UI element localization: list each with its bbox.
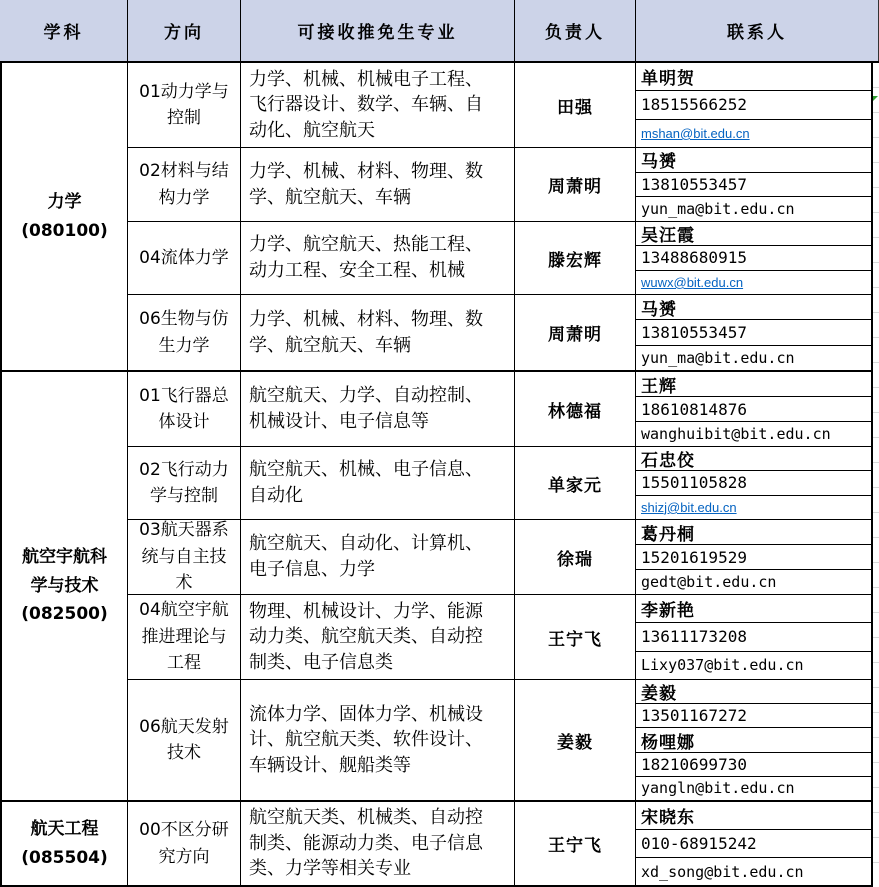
contact-cell — [636, 295, 871, 370]
email-hyperlink[interactable]: mshan@bit.edu.cn — [641, 125, 750, 141]
contact-email: yangln@bit.edu.cn — [641, 779, 795, 798]
majors-cell: 力学、机械、机械电子工程、飞行器设计、数学、车辆、自动化、航空航天 — [241, 63, 515, 147]
subject-name: 航天工程 — [30, 818, 99, 839]
contact-email-line — [636, 197, 871, 221]
table-row — [128, 148, 871, 222]
contact-email-line — [636, 777, 871, 800]
contact-phone: 13810553457 — [636, 173, 871, 198]
table-row — [128, 63, 871, 148]
majors-cell: 流体力学、固体力学、机械设计、航空航天类、软件设计、车辆设计、舰船类等 — [241, 680, 515, 800]
table-row — [128, 222, 871, 295]
contact-phone: 13501167272 — [636, 704, 871, 728]
contact-cell — [636, 520, 871, 594]
subject-name: 力学 — [47, 191, 82, 212]
header-cell-direction: 方向 — [128, 0, 241, 61]
table-row — [128, 595, 871, 680]
contact-name: 李新艳 — [636, 595, 871, 623]
contact-phone: 15501105828 — [636, 471, 871, 495]
direction-cell: 02材料与结构力学 — [128, 148, 241, 221]
contact-cell — [636, 447, 871, 519]
majors-cell: 航空航天、自动化、计算机、电子信息、力学 — [241, 520, 515, 594]
direction-cell: 01动力学与控制 — [128, 63, 241, 147]
subject-code: (085504) — [21, 847, 108, 868]
table-row — [128, 680, 871, 800]
majors-cell: 航空航天类、机械类、自动控制类、能源动力类、电子信息类、力学等相关专业 — [241, 802, 515, 885]
email-hyperlink[interactable]: shizj@bit.edu.cn — [641, 499, 737, 515]
subject-code: (080100) — [21, 220, 108, 241]
contact-phone: 18210699730 — [636, 753, 871, 777]
subject-group — [2, 802, 871, 885]
contact-email-line — [636, 271, 871, 294]
majors-cell: 力学、航空航天、热能工程、动力工程、安全工程、机械 — [241, 222, 515, 294]
direction-cell: 00不区分研究方向 — [128, 802, 241, 885]
excel-gridline-sliver — [873, 63, 879, 887]
contact-phone: 15201619529 — [636, 545, 871, 570]
contact-phone: 010-68915242 — [636, 830, 871, 858]
contact-email-line — [636, 346, 871, 370]
excel-flag-icon — [873, 96, 878, 101]
contact-phone: 13611173208 — [636, 623, 871, 651]
contact-email-line — [636, 858, 871, 885]
direction-rows — [128, 802, 871, 885]
contact-email: gedt@bit.edu.cn — [641, 573, 777, 591]
subject-cell — [2, 802, 128, 885]
contact-phone: 18515566252 — [636, 91, 871, 119]
lead-cell: 林德福 — [515, 372, 636, 446]
majors-cell: 力学、机械、材料、物理、数学、航空航天、车辆 — [241, 148, 515, 221]
direction-rows — [128, 63, 871, 370]
contact-email: Lixy037@bit.edu.cn — [641, 656, 804, 675]
lead-cell: 单家元 — [515, 447, 636, 519]
direction-cell: 03航天器系统与自主技术 — [128, 520, 241, 594]
direction-cell: 02飞行动力学与控制 — [128, 447, 241, 519]
contact-cell — [636, 222, 871, 294]
table-row — [128, 447, 871, 520]
direction-cell: 04航空宇航推进理论与工程 — [128, 595, 241, 679]
table-body — [0, 63, 873, 887]
contact-phone: 13810553457 — [636, 320, 871, 345]
contact-email: yun_ma@bit.edu.cn — [641, 200, 795, 219]
contact-email: wanghuibit@bit.edu.cn — [641, 425, 831, 443]
table-row — [128, 802, 871, 885]
contact-name: 杨哩娜 — [636, 728, 871, 752]
contact-email-line — [636, 570, 871, 594]
contact-name: 王辉 — [636, 372, 871, 397]
subject-name: 航空宇航科学与技术 — [22, 546, 107, 596]
contact-phone: 13488680915 — [636, 246, 871, 270]
contact-email-line — [636, 422, 871, 446]
direction-cell: 06航天发射技术 — [128, 680, 241, 800]
contact-email-line — [636, 496, 871, 519]
subject-code: (082500) — [21, 604, 108, 625]
header-cell-majors: 可接收推免生专业 — [241, 0, 515, 61]
subject-group — [2, 372, 871, 802]
contact-email: yun_ma@bit.edu.cn — [641, 348, 795, 367]
contact-cell — [636, 595, 871, 679]
contact-phone: 18610814876 — [636, 397, 871, 422]
lead-cell: 滕宏辉 — [515, 222, 636, 294]
contact-name: 马赟 — [636, 148, 871, 173]
header-cell-contact: 联系人 — [636, 0, 879, 61]
lead-cell: 王宁飞 — [515, 802, 636, 885]
lead-cell: 王宁飞 — [515, 595, 636, 679]
contact-cell — [636, 680, 871, 800]
contact-cell — [636, 63, 871, 147]
direction-cell: 06生物与仿生力学 — [128, 295, 241, 370]
table-row — [128, 372, 871, 447]
lead-cell: 周萧明 — [515, 148, 636, 221]
lead-cell: 田强 — [515, 63, 636, 147]
direction-rows — [128, 372, 871, 800]
contact-email: xd_song@bit.edu.cn — [641, 862, 804, 881]
subject-cell — [2, 372, 128, 800]
direction-cell: 01飞行器总体设计 — [128, 372, 241, 446]
lead-cell: 周萧明 — [515, 295, 636, 370]
contact-name: 马赟 — [636, 295, 871, 320]
lead-cell: 徐瑞 — [515, 520, 636, 594]
header-cell-lead: 负责人 — [515, 0, 636, 61]
majors-cell: 航空航天、机械、电子信息、自动化 — [241, 447, 515, 519]
contact-email-line — [636, 652, 871, 679]
majors-cell: 物理、机械设计、力学、能源动力类、航空航天类、自动控制类、电子信息类 — [241, 595, 515, 679]
majors-cell: 力学、机械、材料、物理、数学、航空航天、车辆 — [241, 295, 515, 370]
contact-name: 姜毅 — [636, 680, 871, 704]
table-row — [128, 520, 871, 595]
contact-cell — [636, 802, 871, 885]
subject-cell — [2, 63, 128, 370]
email-hyperlink[interactable]: wuwx@bit.edu.cn — [641, 274, 744, 290]
contact-name: 吴汪霞 — [636, 222, 871, 246]
contact-name: 单明贺 — [636, 63, 871, 91]
contact-email-line — [636, 120, 871, 147]
subject-group — [2, 63, 871, 372]
contact-cell — [636, 148, 871, 221]
contact-name: 石忠佼 — [636, 447, 871, 471]
lead-cell: 姜毅 — [515, 680, 636, 800]
majors-cell: 航空航天、力学、自动控制、机械设计、电子信息等 — [241, 372, 515, 446]
contact-name: 宋晓东 — [636, 802, 871, 830]
contact-cell — [636, 372, 871, 446]
header-cell-subject: 学科 — [0, 0, 128, 61]
table-row — [128, 295, 871, 370]
direction-cell: 04流体力学 — [128, 222, 241, 294]
header-row — [0, 0, 879, 63]
contact-name: 葛丹桐 — [636, 520, 871, 545]
